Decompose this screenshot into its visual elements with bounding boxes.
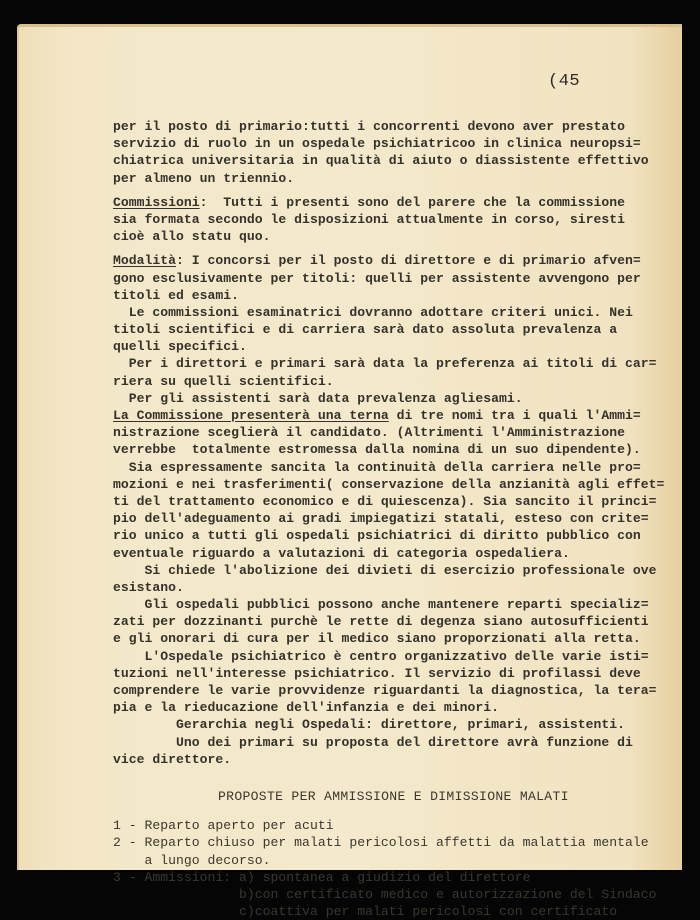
text-line: quelli specifici. <box>113 339 247 355</box>
text-line: eventuale riguardo a valutazioni di categoria ospedaliera. <box>113 545 570 561</box>
text-line: vice direttore. <box>113 751 232 767</box>
text-line: Le commissioni esaminatrici dovranno adottare criteri unici. Nei <box>113 304 633 320</box>
text-line: tuzioni nell'interesse psichiatrico. Il servizio di profilassi deve <box>113 665 641 681</box>
section-heading: PROPOSTE PER AMMISSIONE E DIMISSIONE MALATI <box>218 788 569 804</box>
text-line: nistrazione sceglierà il candidato. (Altrimenti l'Amministrazione <box>113 425 626 441</box>
text-line: L'Ospedale psichiatrico è centro organizzativo delle varie isti= <box>113 648 649 664</box>
text-span: : Tutti i presenti sono del parere che la commissione <box>199 194 626 210</box>
list-item: 3 - Ammissioni: a) spontanea a giudizio del direttore <box>113 869 531 885</box>
text-line: titoli scientifici e di carriera sarà dato assoluta prevalenza a <box>113 322 618 338</box>
paragraph-terna <box>113 407 673 768</box>
text-line: per il posto di primario:tutti i concorrenti devono aver prestato <box>113 119 626 134</box>
document-body <box>113 118 673 920</box>
text-line: Gerarchia negli Ospedali: direttore, primari, assistenti. <box>113 717 626 733</box>
text-span: di tre nomi tra i quali l'Ammi= <box>388 408 641 423</box>
text-line: pio dell'adeguamento ai gradi impiegatizi statali, esteso con crite= <box>113 511 649 527</box>
text-line <box>113 252 673 269</box>
text-line: Uno dei primari su proposta del direttore avrà funzione di <box>113 734 633 750</box>
page-number: (45 <box>548 72 581 91</box>
text-line: pia e la rieducazione dell'infanzia e dei minori. <box>113 700 499 716</box>
text-line: Per gli assistenti sarà data prevalenza agliesami. <box>113 390 523 406</box>
text-line: Per i direttori e primari sarà data la preferenza ai titoli di car= <box>113 356 657 372</box>
text-line: mozioni e nei trasferimenti( conservazione della anzianità agli effet= <box>113 476 665 492</box>
admission-list <box>113 817 673 920</box>
list-item: 1 - Reparto aperto per acuti <box>113 818 334 834</box>
text-line: esistano. <box>113 579 184 595</box>
text-line: zati per dozzinanti purchè le rette di degenza siano autosufficienti <box>113 614 649 630</box>
paragraph-commissioni <box>113 194 673 246</box>
text-line: riera su quelli scientifici. <box>113 373 334 389</box>
text-line: Si chiede l'abolizione dei divieti di esercizio professionale ove <box>113 562 657 578</box>
text-line <box>113 407 673 424</box>
paragraph-modalita <box>113 252 673 407</box>
text-line: sia formata secondo le disposizioni attualmente in corso, siresti <box>113 211 626 227</box>
paragraph-primario <box>113 118 673 187</box>
text-line: gono esclusivamente per titoli: quelli per assistente avvengono per <box>113 270 641 286</box>
modalita-label: Modalità <box>113 253 177 269</box>
terna-underlined: La Commissione presenterà una terna <box>113 408 389 423</box>
text-line: cioè allo statu quo. <box>113 229 271 245</box>
text-line <box>113 194 673 211</box>
text-line: e gli onorari di cura per il medico siano proporzionati alla retta. <box>113 631 641 647</box>
text-line: comprendere le varie provvidenze riguardanti la diagnostica, la tera= <box>113 683 657 698</box>
list-item: 2 - Reparto chiuso per malati pericolosi affetti da malattia mentale <box>113 835 649 851</box>
text-line: per almeno un triennio. <box>113 170 295 186</box>
text-line: titoli ed esami. <box>113 287 240 303</box>
list-item: c)coattiva per malati pericolosi con certificato <box>113 904 618 920</box>
text-line: servizio di ruolo in un ospedale psichiatricoo in clinica neuropsi= <box>113 136 641 152</box>
text-line: Sia espressamente sancita la continuità della carriera nelle pro= <box>113 459 641 475</box>
text-line: verrebbe totalmente estromessa dalla nomina di un suo dipendente). <box>113 442 641 458</box>
list-item: a lungo decorso. <box>113 852 271 868</box>
text-span: : I concorsi per il posto di direttore e di primario afven= <box>176 253 641 269</box>
list-item: b)con certificato medico e autorizzazione del Sindaco <box>113 886 657 902</box>
text-line: ti del trattamento economico e di quiescenza). Sia sancito il princi= <box>113 493 657 509</box>
commissioni-label: Commissioni <box>113 194 200 210</box>
text-line: chiatrica universitaria in qualità di aiuto o diassistente effettivo <box>113 153 649 169</box>
text-line: Gli ospedali pubblici possono anche mantenere reparti specializ= <box>113 597 649 613</box>
text-line: rio unico a tutti gli ospedali psichiatrici di diritto pubblico con <box>113 528 641 544</box>
